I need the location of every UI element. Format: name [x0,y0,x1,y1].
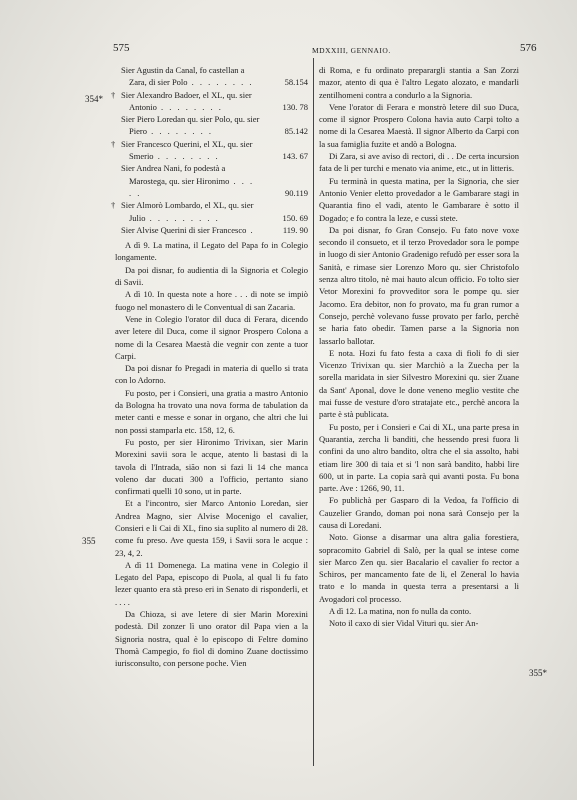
vote-count: 119. 90 [282,224,308,235]
cross-mark: † [111,138,116,149]
paragraph: Fu terminà in questa matina, per la Signoria, che sier Antonio Venier eletto provedador a le Gambarare stagi in Quarantia fino el vadi, atento le Gambarare è sotto il Dogado; e fo contra la leze, e cussì stete. [319,175,519,223]
leader-dots: . [246,224,255,235]
page-number-right: 576 [520,42,537,54]
paragraph: Fu posto, per i Consieri, una gratia a mastro Antonio da Bologna ha trovato una nova forma de tabulation da meter canti e messe e sonar in organo, che altri che lui non possi stamparla etc. 158, 12, 6. [115,387,308,435]
paragraph: Vene l'orator di Ferara e monstrò letere dil suo Duca, come il signor Prospero Colona havia auto Carpi tolto a nome di la Cesarea Maestà. Il signor Alberto da Carpi con la sua famiglia fuzite et andò a Bologna. [319,101,519,149]
ballot-entry [111,138,308,163]
vote-count: 130. 78 [282,101,308,112]
candidate-name: Sier Francesco Querini, el XL, qu. sier Smerio [121,138,253,162]
margin-note-355-right: 355* [529,668,547,678]
paragraph: E nota. Hozi fu fato festa a caxa di fioli fo di sier Vicenzo Trivixan qu. sier Marchiò a la Zuecha per la sorella maridata in sier Silvestro Morexini qu. sier Zuane da Sant' Aponal, dove le done veneno meglio vestite che mai fusse de vesture d'oro stratajate etc., perchè ancora la parte è stà publicata. [319,347,519,420]
candidate-name: Sier Piero Loredan qu. sier Polo, qu. sier Piero [121,114,260,137]
ballot-entry [115,224,308,236]
candidate-name: Sier Andrea Nani, fo podestà a Marostega, qu. sier Hironimo [121,163,230,186]
paragraph: A dì 10. In questa note a hore . . . di note se impiò fuogo nel monastero di le Conventual di san Zacaria. [115,289,308,312]
paragraph: A dì 12. La matina, non fo nulla da conto. [329,606,472,617]
paragraph: Da poi disnar fo Pregadi in materia di quello si trata con lo Adorno. [115,363,308,386]
candidate-name: Sier Alexandro Badoer, el XL, qu. sier Antonio [121,89,252,112]
vote-count: 150. 69 [282,212,308,223]
margin-note-355: 355 [82,536,96,546]
vote-count: 143. 67 [282,151,308,162]
paragraph: Da poi disnar, fo Gran Consejo. Fu fato nove voxe secondo il consueto, et il terzo Provedador sora le pompe in luogo di sier Antonio Gradenigo refudò per esser sora la Sanità, e rimase sier Lorenzo Moro qu. sier Christofolo senza altro titolo, nè mai hauto alcun officio. Fo tolto sier Vetor Morexini fo provveditor sora le pompe qu. sier Jacomo. Era debitor, non fo provato, ma fu gran rumor a Consejo, perchè volevano fusse provato per farlo, perchè se haria fato obedir. Tamen parse a la Signoria non lassarlo ballotar. [319,224,519,346]
paragraph: Fu posto, per sier Hironimo Trivixan, sier Marin Morexini savii sora le acque, atento li bastasi di la tavola di l'Intrada, sião non si fazi li 14 che manca voleno dar ducati 300 a l'officio, pertanto siano confirmati quelli 10 sono, ut in parte. [115,436,308,497]
cross-mark: † [111,89,116,100]
paragraph: Vene in Colegio l'orator dil duca di Ferara, dicendo aver letere dil Duca, come il signor Prospero Colona a nome di la Cesarea Maestà die vegnir con zente a tuor Carpi. [115,313,308,361]
paragraph: Noto. Gionse a disarmar una altra galia forestiera, sopracomito Gabriel di Salò, per la qual se intese come sier Marco Zen qu. sier Bacalario el cavalier fo rector a Schiros, per mancamento fate de li, el Zeneral lo havia trato e lo manda in questa terra a presentarsi a li Avogadori col processo. [319,532,519,604]
ballot-list [111,64,308,236]
paragraph: Da Chioza, si ave letere di sier Marin Morexini podestà. Dil zonzer lì uno orator dil Papa vien a la Signoria nostra, qual è lo episcopo di Feltre domino Thomà Campegio, fo fiol di domino Zuane doctissimo iurisconsulto, con persone poche. Vien [115,609,308,669]
vote-count: 90.119 [284,187,308,198]
right-column [319,64,519,630]
vote-count: 85.142 [284,126,308,137]
vote-count: 58.154 [284,77,308,88]
margin-note-354: 354* [85,94,103,104]
paragraph: Di Zara, si ave aviso di rectori, di . . De certa incursion fata de li per turchi e menato via anime, etc., ut in litteris. [319,151,519,174]
paragraph: A dì 9. La matina, il Legato del Papa fo in Colegio longamente. [115,240,308,263]
leader-dots: . . . . . . . . [153,151,220,162]
ballot-entry [115,64,308,89]
leader-dots: . . . . . . . . [146,126,213,137]
leader-dots: . . . . . [129,175,255,198]
running-title: MDXXIII, GENNAIO. [312,46,391,55]
cross-mark: † [111,200,116,211]
ballot-entry [115,113,308,138]
paragraph: di Roma, e fu ordinato preparargli stantia a San Zorzi mazor, atento di qua è l'altro Legato alozato, e mandarli zentilhomeni contra a condurlo a la Signoria. [319,65,519,100]
candidate-name: Sier Alvise Querini di sier Francesco [121,224,247,235]
ballot-entry [111,199,308,224]
paragraph: A dì 11 Domenega. La matina vene in Colegio il Legato del Papa, episcopo di Puola, al qual li fu fato lezer quanto era stà preso eri in Senato di risponderli, et . . . . [115,559,308,607]
paragraph: Noto il caxo di sier Vidal Vituri qu. sier An- [329,618,479,629]
left-paragraphs [115,239,308,669]
leader-dots: . . . . . . . . [156,101,223,112]
ballot-entry [115,162,308,199]
leader-dots: . . . . . . . . [187,77,254,88]
candidate-name: Sier Almorò Lombardo, el XL, qu. sier Julio [121,200,254,223]
left-column [111,64,308,670]
column-divider [313,58,314,766]
paragraph: Fo publichà per Gasparo di la Vedoa, fa l'officio di Cauzelier Grando, doman poi nona sarà Consejo per la causa di Loredani. [319,495,519,530]
paragraph: Da poi disnar, fo audientia di la Signoria et Colegio di Savii. [115,264,308,288]
leader-dots: . . . . . . . . . [145,212,220,223]
ballot-entry [111,89,308,114]
paragraph: Et a l'incontro, sier Marco Antonio Loredan, sier Andrea Magno, sier Alvise Mocenigo el cavalier, Consieri e li Cai di XL, fino sia suplito al numero di 28. come fu preso. Ave questa 159, i Savii sora le acque : 23, 4, 2. [115,498,308,558]
paragraph: Fu posto, per i Consieri e Cai di XL, una parte presa in Quarantia, zercha li banditi, che hessendo presi fuora li confini da uno altro bandito, oltra che el sia assolto, habi etiam lire 300 di taia et si 'l non sarà bandito, habbi lire 600, ut in parte. La copia sarà qui avanti posta. Fu bona parte. Ave : 1266, 90, 11. [319,421,519,494]
candidate-name: Sier Agustin da Canal, fo castellan a Zara, di sier Polo [121,65,245,88]
page-number-left: 575 [113,42,130,54]
